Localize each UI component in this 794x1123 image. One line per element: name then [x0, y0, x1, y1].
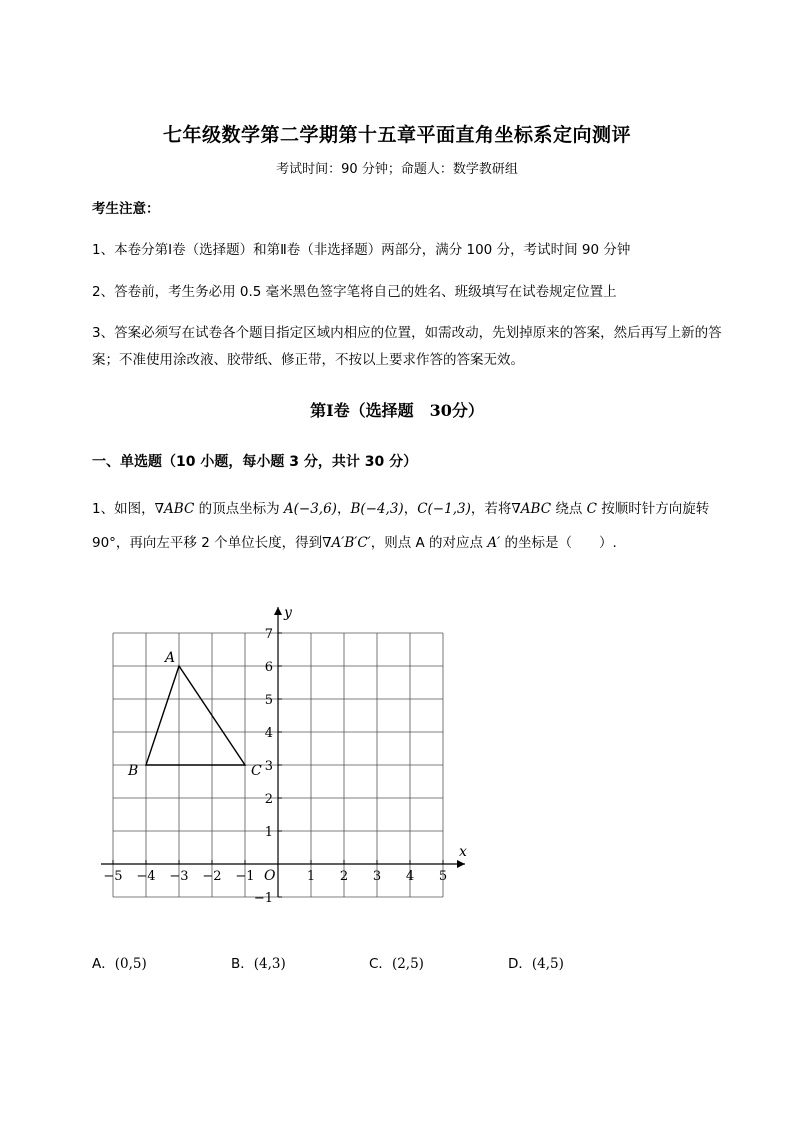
q1-point-c-label: C: [586, 501, 597, 517]
q1-point-c: C(−1,3): [417, 501, 471, 517]
q1-text: 的坐标是（ ）.: [500, 535, 617, 551]
x-tick-label: 5: [438, 869, 448, 884]
x-tick-label: −5: [103, 869, 123, 884]
option-d[interactable]: [508, 952, 564, 972]
question-1-line-2: [92, 527, 732, 559]
y-tick-label: −1: [253, 891, 273, 906]
q1-text: ，则点 A 的对应点: [370, 535, 488, 551]
q1-text: 的顶点坐标为: [194, 501, 284, 517]
vertex-label-b: B: [128, 763, 139, 779]
x-tick-label: −3: [169, 869, 189, 884]
x-tick-label: −2: [202, 869, 222, 884]
option-c[interactable]: [369, 952, 424, 972]
q1-text: ，若将: [470, 501, 512, 517]
q1-text: 90°，再向左平移 2 个单位长度，得到: [92, 535, 323, 551]
notice-item-2: 2、答卷前，考生务必用 0.5 毫米黑色签字笔将自己的姓名、班级填写在试卷规定位置上: [92, 284, 617, 300]
question-1-line-1: [92, 493, 732, 525]
option-b-label: B．: [231, 956, 254, 972]
origin-label: O: [264, 868, 276, 884]
x-tick-label: 1: [306, 869, 316, 884]
notice-heading: 考生注意：: [92, 201, 160, 217]
q1-text: 1、如图，: [92, 501, 155, 517]
x-tick-label: −1: [235, 869, 255, 884]
y-tick-label: 5: [264, 693, 273, 708]
notice-item-1: 1、本卷分第Ⅰ卷（选择题）和第Ⅱ卷（非选择题）两部分，满分 100 分，考试时间 90 分钟: [92, 242, 631, 258]
page-subtitle: 考试时间：90 分钟；命题人：数学教研组: [276, 162, 518, 177]
q1-triangle: ∇ABC: [154, 501, 195, 517]
section-title: 第Ⅰ卷（选择题 30分）: [310, 401, 484, 420]
y-tick-label: 4: [264, 726, 273, 741]
option-d-value: (4,5): [531, 956, 564, 972]
y-axis-arrow: [274, 607, 282, 615]
x-axis-label: x: [459, 844, 467, 860]
q1-text: 绕点: [551, 501, 587, 517]
option-a[interactable]: [92, 952, 147, 972]
coordinate-graph: [96, 588, 486, 918]
y-tick-label: 7: [264, 627, 273, 642]
q1-text: 按顺时针方向旋转: [596, 501, 710, 517]
option-c-label: C．: [369, 956, 392, 972]
q1-point-b: B(−4,3): [350, 501, 404, 517]
x-axis-arrow: [457, 860, 465, 868]
x-tick-label: 2: [339, 869, 349, 884]
notice-item-3: 3、答案必须写在试卷各个题目指定区域内相应的位置，如需改动，先划掉原来的答案，然后再写上新的答案；不准使用涂改液、胶带纸、修正带，不按以上要求作答的答案无效。: [92, 325, 722, 368]
y-tick-label: 6: [264, 660, 273, 675]
y-axis-label: y: [284, 605, 292, 621]
y-tick-label: 1: [264, 825, 273, 840]
triangle-abc: [146, 666, 245, 765]
q1-point-a-prime: A′: [487, 535, 501, 551]
y-tick-label: 3: [264, 759, 273, 774]
x-tick-label: 3: [372, 869, 382, 884]
option-b-value: (4,3): [253, 956, 286, 972]
q1-triangle: ∇ABC: [511, 501, 552, 517]
option-b[interactable]: [231, 952, 286, 972]
option-c-value: (2,5): [391, 956, 424, 972]
x-tick-label: 4: [405, 869, 415, 884]
y-tick-label: 2: [264, 792, 273, 807]
q1-text: ，: [336, 501, 351, 517]
q1-point-a: A(−3,6): [283, 501, 337, 517]
x-tick-label: −4: [136, 869, 156, 884]
option-d-label: D．: [508, 956, 532, 972]
vertex-label-c: C: [251, 763, 262, 779]
vertex-label-a: A: [165, 650, 176, 666]
option-a-value: (0,5): [114, 956, 147, 972]
q1-triangle-image: ∇A′B′C′: [322, 535, 371, 551]
option-a-label: A．: [92, 956, 115, 972]
q1-text: ，: [403, 501, 418, 517]
section-subtitle: 一、单选题（10 小题，每小题 3 分，共计 30 分）: [92, 454, 418, 470]
page-title: 七年级数学第二学期第十五章平面直角坐标系定向测评: [162, 124, 631, 146]
